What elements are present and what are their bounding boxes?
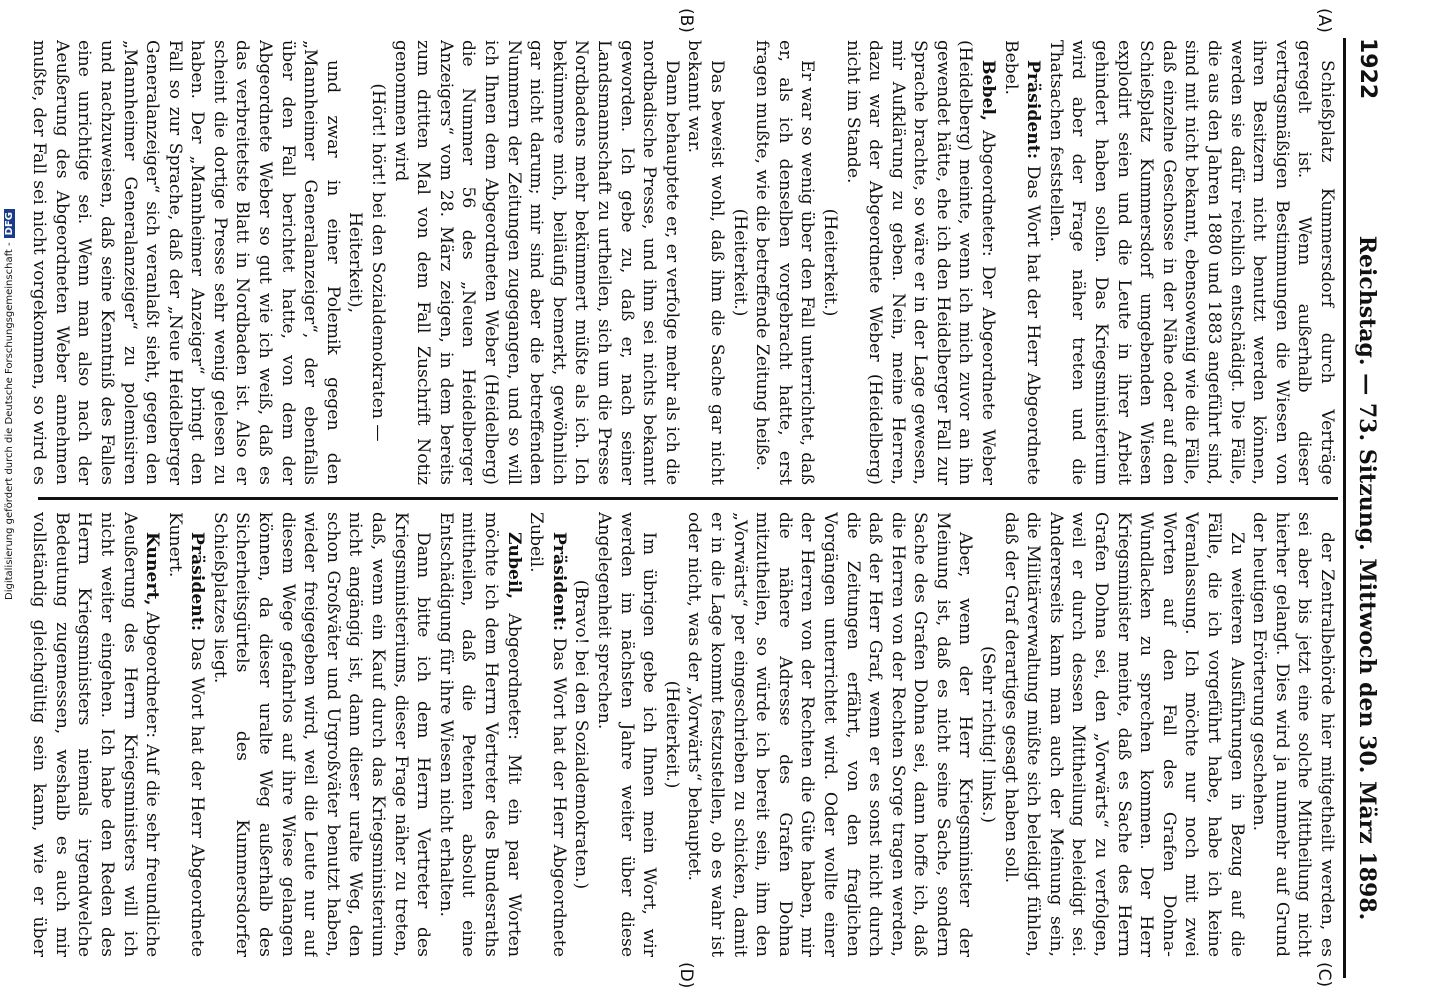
paragraph — [1044, 40, 1338, 485]
paragraph-text: und zwar in einer Polemik gegen den „Mannheimer Generalanzeiger“, der ebenfalls über den Fall berichtet hatte, von dem der Abgeordnete Weber so gut wie ich weiß, daß es das verbreitetste Blatt in Nordbaden ist. Also er scheint die dortige Presse sehr wenig gelesen zu haben. Der „Mannheimer Anzeiger“ bringt den Fall so zur Sprache, daß der „Neue Heidelberger Generalanzeiger“ sich veranlaßt sieht, gegen den „Mannheimer Generalanzeiger“ zu polemisiren und nachzuweisen, daß seine Kenntniß des Falles eine unrichtige sei. Wenn man also nach der Aeußerung des Abgeordneten Weber annehmen mußte, der Fall sei nicht vorgekommen, so wird es — [29, 40, 343, 485]
paragraph-text: (Heiterkeit.) — [729, 208, 750, 317]
paragraph-text: Zu weiteren Ausführungen in Bezug auf die Fälle, die ich vorgeführt habe, habe ich keine Veranlassung. Ich möchte nur noch mit zwei Worten auf den Fall des Grafen Dohna-Wundlacken zu sprechen kommen. Der Herr Kriegsminister meinte, daß es Sache des Herrn Grafen Dohna sei, den „Vorwärts“ zu verfolgen, weil er durch dessen Mittheilung beleidigt sei. Andererseits kann man auch der Meinung sein, die Militärverwaltung müßte sich beleidigt fühlen, daß der Graf derartiges gesagt haben soll. — [1000, 512, 1247, 957]
interjection — [570, 512, 593, 957]
paragraph-text: Schießplatz Kummersdorf durch Verträge geregelt ist. Wenn außerhalb dieser vertragsmäßigen Bestimmungen die Wiesen von ihren Besitzern nicht benutzt werden können, werden sie dafür reichlich entschädigt. Die Fälle, die aus den Jahren 1880 und 1883 angeführt sind, sind mit nicht bekannt, ebensowenig wie die Fälle, daß einzelne Geschosse in der Nähe oder auf den Schießplatz Kummersdorf umgebenden Wiesen explodirt seien und die Leute in ihrer Arbeit gehindert haben sollen. Das Kriegsministerium wird aber der Frage näher treten und die Thatsachen feststellen. — [1045, 40, 1337, 485]
paragraph — [999, 512, 1248, 957]
interjection — [977, 512, 1000, 957]
interjection — [660, 512, 683, 957]
paragraph-text: Im übrigen gebe ich Ihnen mein Wort, wir werden im nächsten Jahre weiter über diese Angelegenheit sprechen. — [594, 512, 660, 957]
page-header — [1342, 38, 1386, 978]
speaker-name: Bebel, — [978, 60, 999, 121]
paragraph — [525, 512, 570, 957]
paragraph-text: Er war so wenig über den Fall unterrichtet, daß er, als ich denselben vorgebracht hatte, erst fragen mußte, wie die betreffende Zeitung heiße. — [752, 40, 818, 485]
paragraph-text: (Bravo! bei den Sozialdemokraten.) — [571, 579, 592, 890]
paragraph — [683, 40, 728, 485]
dfg-logo: DFG — [4, 209, 15, 238]
paragraph — [389, 40, 683, 485]
footer-text: Digitalisierung gefördert durch die Deutsche Forschungsgemeinschaft - — [4, 242, 15, 600]
speaker-name: Präsident: — [1023, 60, 1044, 160]
paragraph — [592, 512, 660, 957]
interjection — [728, 40, 751, 485]
right-column — [28, 512, 1338, 957]
paragraph-text: Dann bitte ich dem Herrn Vertreter des Kriegsministeriums, dieser Frage näher zu treten, daß, wenn ein Kauf durch das Kriegsministerium nicht angängig ist, dann dieser uralte Weg, den schon Großväter und Urgroßväter benutzt haben, wieder freigegeben wird, weil die Leute nur auf diesem Wege gefahrlos auf ihre Wiese gelangen können, da dieser uralte Weg außerhalb des Sicherheitsgürtels des Kummersdorfer Schießplatzes liegt. — [209, 512, 434, 957]
speaker-name: Kunert, — [142, 532, 163, 606]
interjection — [818, 40, 841, 485]
paragraph — [28, 512, 163, 957]
paragraph-text: Aber, wenn der Herr Kriegsminister der Meinung ist, daß es nicht seine Sache, sondern Sache des Grafen Dohna sei, dann hoffe ich, daß die Herren von der Rechten Sorge tragen werden, daß der Herr Graf, wenn er es sonst nicht durch die Zeitungen erfährt, von den fraglichen Vorgängen unterrichtet wird. Oder wollte einer der Herren von der Rechten die Güte haben, mir die nähere Adresse des Grafen Dohna mitzutheilen, so würde ich bereit sein, ihm den „Vorwärts“ per eingeschrieben zu schicken, damit er in die Lage kommt festzustellen, ob es wahr ist oder nicht, was der „Vorwärts“ behauptet. — [684, 512, 976, 957]
paragraph — [683, 512, 977, 957]
paragraph — [841, 40, 999, 485]
footer-credit — [4, 200, 15, 600]
paragraph-text: Das Wort hat der Herr Abgeordnete Bebel. — [1000, 40, 1044, 485]
paragraph-text: Abgeordneter: Der Abgeordnete Weber (Heidelberg) meinte, wenn ich mich zuvor an ihn gewendet hätte, ehe ich den Heidelberger Fall zur Sprache brachte, so wäre er in der Lage gewesen, mir Aufklärung zu geben. Nein, meine Herren, dazu war der Abgeordnete Weber (Heidelberg) nicht im Stande. — [842, 40, 999, 485]
paragraph — [163, 512, 208, 957]
paragraph-text: Das Wort hat der Herr Abgeordnete Kunert. — [164, 512, 208, 957]
paragraph-text: der Zentralbehörde hier mitgetheilt werden, es sei aber bis jetzt eine solche Mittheilung nicht hierher gelangt. Dies wird ja nunmehr auf Grund der heutigen Erörterung geschehen. — [1249, 512, 1337, 957]
paragraph-text: Abgeordneter: Auf die sehr freundliche Aeußerung des Herrn Kriegsministers will ich nicht weiter eingehen. Ich habe den Reden des Herrn Kriegsministers niemals irgendwelche Bedeutung zugemessen, weshalb es auch mir vollständig gleichgültig sein kann, wie er über — [29, 512, 163, 957]
paragraph — [999, 40, 1044, 485]
paragraph-text: Dann behauptete er, er verfolge mehr als ich die nordbadische Presse, und ihm sei nichts bekannt geworden. Ich gebe zu, daß er, nach seiner Landsmannschaft zu urtheilen, sich um die Presse Nordbadens mehr bekümmert müßte als ich. Ich bekümmere mich, beiläufig bemerkt, gewöhnlich gar nicht darum; mir sind aber die betreffenden Nummern der Zeitungen zugegangen, und so will ich Ihnen dem Abgeordneten Weber (Heidelberg) die Nummer 56 des „Neuen Heidelberger Anzeigers“ vom 28. März zeigen, in dem bereits zum dritten Mal von dem Fall Zuschrift Notiz genommen wird — [390, 40, 682, 485]
paragraph-text: Das Wort hat der Herr Abgeordnete Zubeil. — [526, 512, 569, 957]
page-title: Reichstag. — 73. Sitzung. Mittwoch den 30. März 1898. — [1354, 235, 1380, 921]
paragraph — [434, 512, 524, 957]
margin-mark-c: (C) — [1314, 962, 1334, 988]
paragraph-text: (Heiterkeit.) — [661, 680, 682, 789]
page-number: 1922 — [1355, 38, 1380, 100]
paragraph-text: Abgeordneter: Mit ein paar Worten möchte ich dem Herrn Vertreter des Bundesraths mittheilen, daß die Petenten absolut eine Entschädigung für ihre Wiesen nicht erhalten. — [435, 512, 524, 957]
speaker-name: Präsident: — [187, 532, 208, 632]
paragraph-text: Das beweist wohl, daß ihm die Sache gar nicht bekannt war. — [684, 40, 727, 485]
header-rule — [1343, 38, 1346, 978]
paragraph-text: (Sehr richtig! links.) — [978, 645, 999, 824]
paragraph — [751, 40, 819, 485]
speaker-name: Zubeil, — [503, 532, 524, 600]
paragraph — [208, 512, 434, 957]
interjection — [344, 40, 389, 485]
paragraph — [1248, 512, 1338, 957]
paragraph-text: (Heiterkeit.) — [819, 208, 840, 317]
paragraph-text: (Hört! hört! bei den Sozialdemokraten — Heiterkeit), — [345, 83, 389, 442]
margin-mark-b: (B) — [676, 8, 696, 33]
paragraph — [28, 40, 344, 485]
speaker-name: Präsident: — [548, 532, 569, 632]
margin-mark-a: (A) — [1314, 8, 1334, 33]
column-divider — [38, 497, 1338, 500]
margin-mark-d: (D) — [676, 962, 696, 989]
left-column — [28, 40, 1338, 485]
